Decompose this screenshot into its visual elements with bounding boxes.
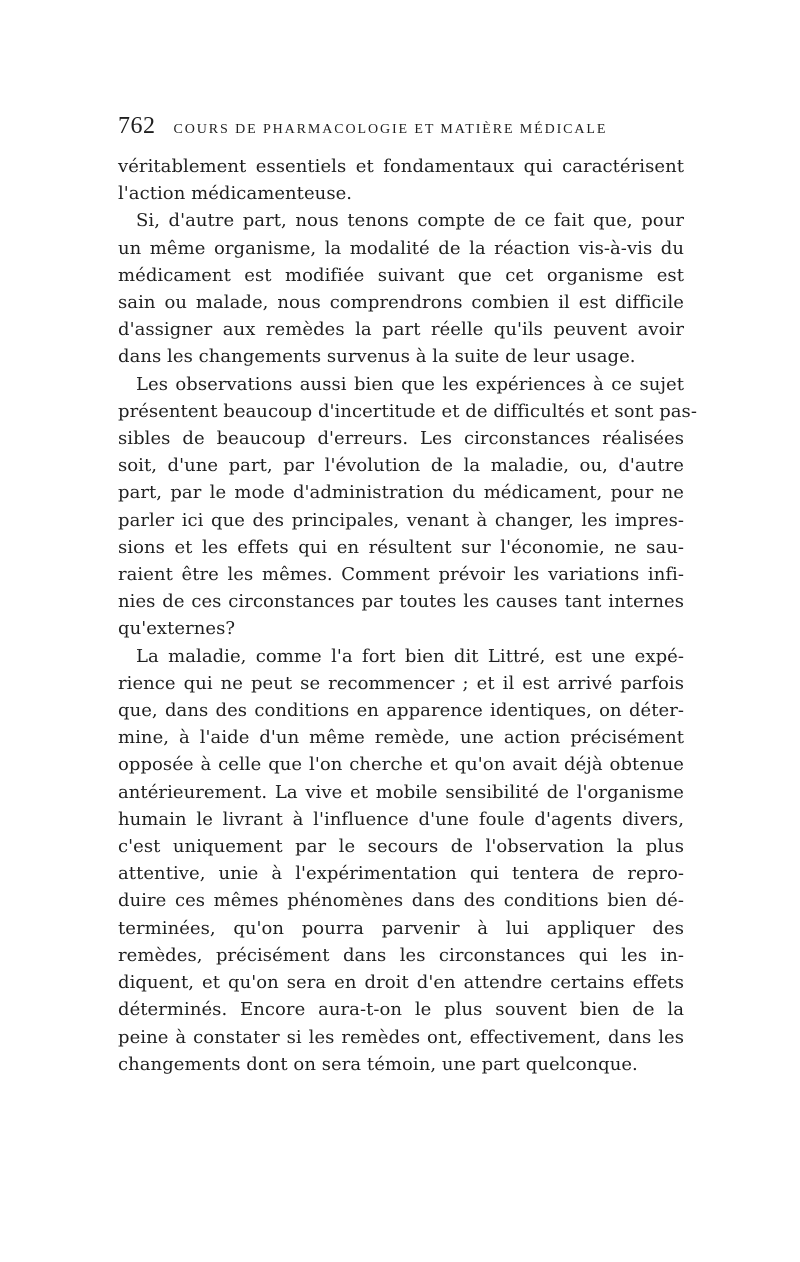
text-line: diquent, et qu'on sera en droit d'en attendre certains effets <box>118 972 684 994</box>
text-line: un même organisme, la modalité de la réaction vis-à-vis du <box>118 237 684 259</box>
text-line: Si, d'autre part, nous tenons compte de ce fait que, pour <box>136 210 684 232</box>
text-line: peine à constater si les remèdes ont, effectivement, dans les <box>118 1026 684 1048</box>
text-line: changements dont on sera témoin, une part quelconque. <box>118 1053 638 1075</box>
text-line: soit, d'une part, par l'évolution de la maladie, ou, d'autre <box>118 455 684 477</box>
text-line: opposée à celle que l'on cherche et qu'on avait déjà obtenue <box>118 754 684 776</box>
text-line: l'action médicamenteuse. <box>118 183 353 205</box>
text-line: médicament est modifiée suivant que cet organisme est <box>118 264 684 286</box>
text-line: duire ces mêmes phénomènes dans des conditions bien dé- <box>118 890 684 912</box>
text-line: sain ou malade, nous comprendrons combien il est difficile <box>118 292 684 314</box>
text-line: déterminés. Encore aura-t-on le plus souvent bien de la <box>118 999 684 1021</box>
book-page <box>118 113 697 1078</box>
text-line: d'assigner aux remèdes la part réelle qu'ils peuvent avoir <box>118 319 684 341</box>
running-title: COURS DE PHARMACOLOGIE ET MATIÈRE MÉDICALE <box>173 122 608 137</box>
text-line: raient être les mêmes. Comment prévoir les variations infi- <box>118 564 684 586</box>
text-line: présentent beaucoup d'incertitude et de difficultés et sont pas- <box>118 400 697 422</box>
text-line: part, par le mode d'administration du médicament, pour ne <box>118 482 684 504</box>
text-line: c'est uniquement par le secours de l'observation la plus <box>118 836 684 858</box>
paragraph-1 <box>118 153 684 207</box>
page-number: 762 <box>118 113 156 139</box>
text-line: véritablement essentiels et fondamentaux qui caractérisent <box>118 156 684 177</box>
paragraph-2 <box>118 207 684 370</box>
text-line: remèdes, précisément dans les circonstances qui les in- <box>118 944 684 966</box>
text-line: dans les changements survenus à la suite de leur usage. <box>118 346 636 368</box>
running-header <box>118 113 684 143</box>
text-line: nies de ces circonstances par toutes les causes tant internes <box>118 591 684 613</box>
text-line: que, dans des conditions en apparence identiques, on déter- <box>118 700 684 722</box>
text-line: rience qui ne peut se recommencer ; et il est arrivé parfois <box>118 672 684 694</box>
text-line: sibles de beaucoup d'erreurs. Les circonstances réalisées <box>118 428 684 450</box>
text-line: La maladie, comme l'a fort bien dit Littré, est une expé- <box>136 645 684 667</box>
paragraph-4 <box>118 643 684 1078</box>
text-line: antérieurement. La vive et mobile sensibilité de l'organisme <box>118 781 684 803</box>
text-line: attentive, unie à l'expérimentation qui tentera de repro- <box>118 863 684 885</box>
text-line: sions et les effets qui en résultent sur l'économie, ne sau- <box>118 536 684 558</box>
text-line: terminées, qu'on pourra parvenir à lui appliquer des <box>118 917 684 939</box>
text-line: parler ici que des principales, venant à changer, les impres- <box>118 509 684 531</box>
text-line: mine, à l'aide d'un même remède, une action précisément <box>118 727 684 749</box>
text-line: humain le livrant à l'influence d'une foule d'agents divers, <box>118 808 684 830</box>
paragraph-3 <box>118 371 697 643</box>
text-line: Les observations aussi bien que les expériences à ce sujet <box>136 373 684 395</box>
text-line: qu'externes? <box>118 618 236 640</box>
